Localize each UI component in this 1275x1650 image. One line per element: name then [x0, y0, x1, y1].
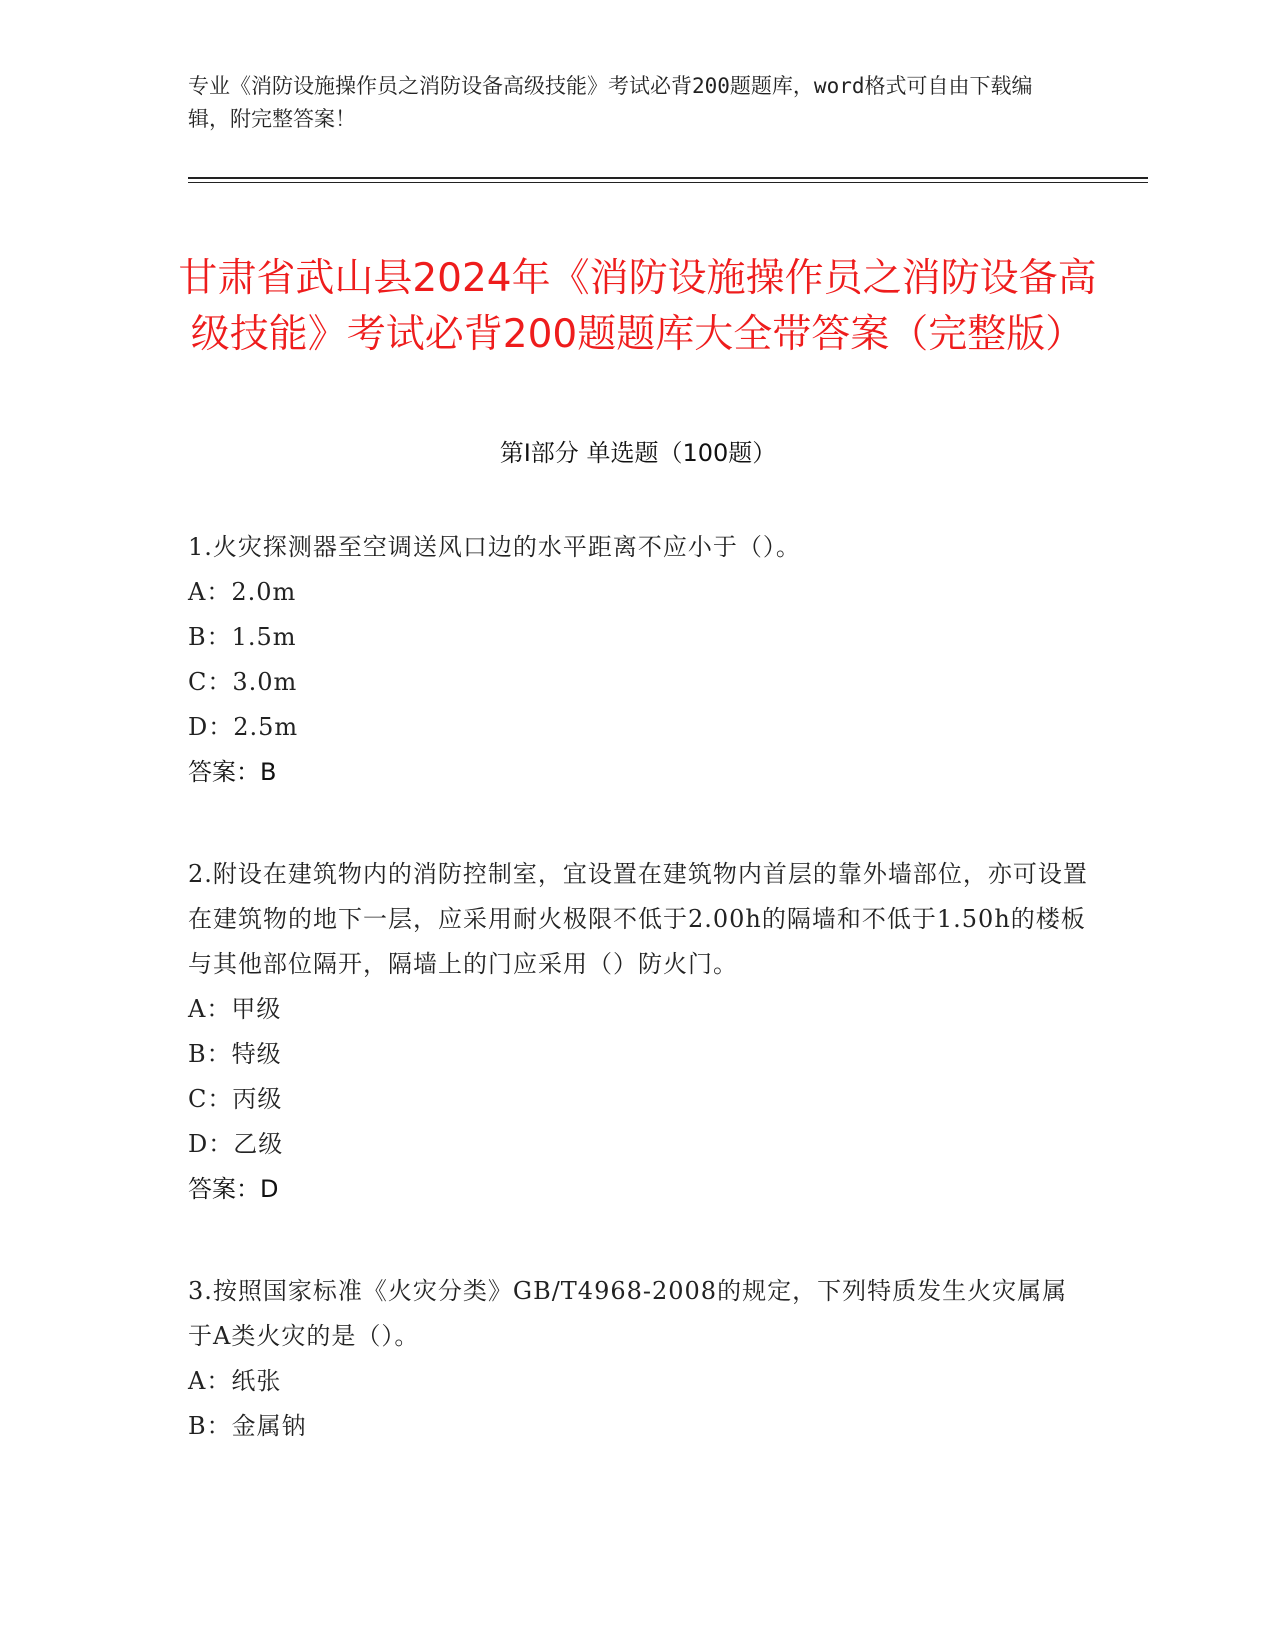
option-c: C：3.0m — [188, 668, 298, 696]
question-3 — [188, 1269, 1088, 1449]
option-b: B：1.5m — [188, 623, 297, 651]
answer-label: 答案：D — [188, 1175, 279, 1203]
option-a: A：甲级 — [188, 995, 282, 1023]
option-a: A：纸张 — [188, 1367, 282, 1395]
header-note: 专业《消防设施操作员之消防设备高级技能》考试必背200题题库，word格式可自由下载编辑，附完整答案！ — [188, 74, 1033, 131]
option-d: D：2.5m — [188, 713, 299, 741]
option-b: B：特级 — [188, 1040, 282, 1068]
header-divider-thin — [188, 182, 1148, 183]
section-heading: 第Ⅰ部分 单选题（100题） — [499, 439, 777, 467]
question-2 — [188, 852, 1088, 1212]
option-d: D：乙级 — [188, 1130, 284, 1158]
question-text: 3.按照国家标准《火灾分类》GB/T4968-2008的规定，下列特质发生火灾属属于A类火灾的是（）。 — [188, 1277, 1068, 1350]
option-a: A：2.0m — [188, 578, 297, 606]
header-divider-thick — [188, 177, 1148, 179]
question-list — [188, 525, 1088, 1506]
option-c: C：丙级 — [188, 1085, 283, 1113]
answer-label: 答案：B — [188, 758, 277, 786]
option-b: B：金属钠 — [188, 1412, 307, 1440]
question-text: 2.附设在建筑物内的消防控制室，宜设置在建筑物内首层的靠外墙部位，亦可设置在建筑物的地下一层，应采用耐火极限不低于2.00h的隔墙和不低于1.50h的楼板与其他部位隔开，隔墙上的门应采用（）防火门。 — [188, 860, 1088, 978]
document-title: 甘肃省武山县2024年《消防设施操作员之消防设备高级技能》考试必背200题题库大全带答案（完整版） — [178, 256, 1097, 358]
question-text: 1.火灾探测器至空调送风口边的水平距离不应小于（）。 — [188, 533, 801, 561]
question-1 — [188, 525, 1088, 795]
